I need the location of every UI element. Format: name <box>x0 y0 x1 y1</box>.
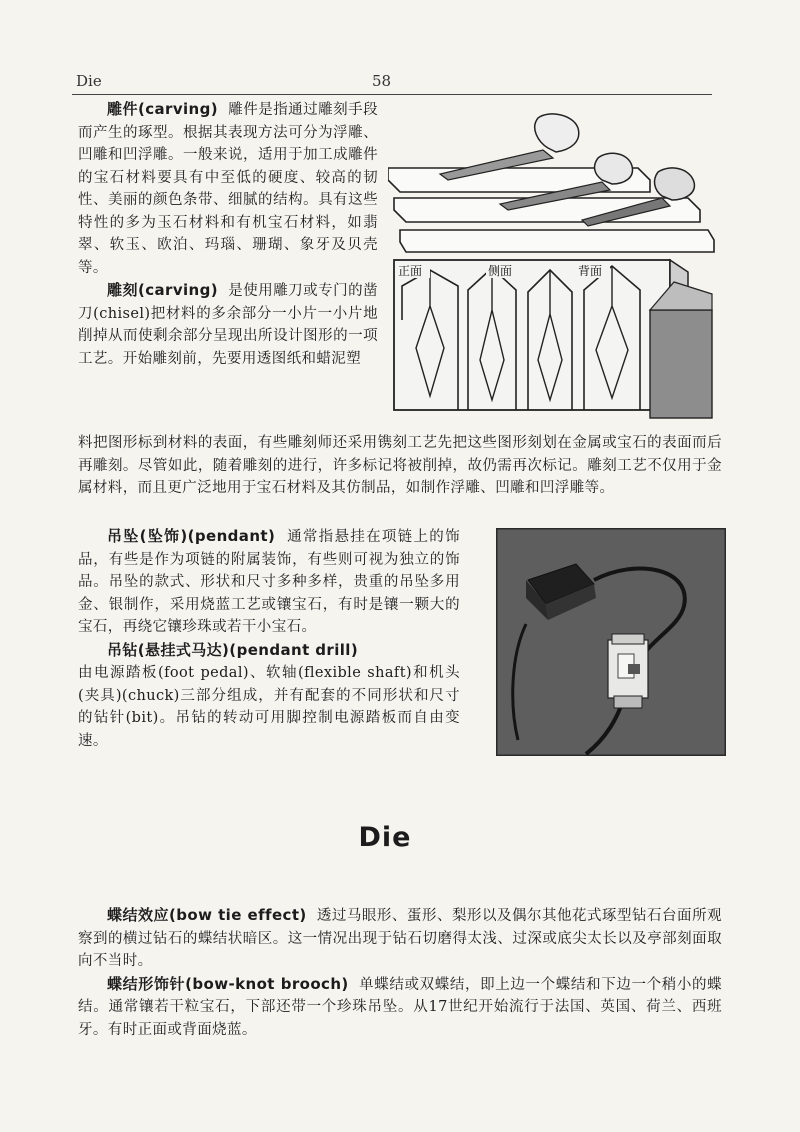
drill-handpiece <box>608 634 648 708</box>
view-labels <box>396 262 610 278</box>
body-bow-knot: 单蝶结或双蝶结，即上边一个蝶结和下边一个稍小的蝶结。通常镶若干粒宝石，下部还带一个珍珠吊坠。从17世纪开始流行于法国、英国、荷兰、西班牙。有时正面或背面烧蓝。 <box>78 976 722 1038</box>
term-carving-verb: 雕刻(carving) <box>107 281 219 299</box>
carving-figure <box>388 110 718 428</box>
entry-pendant-drill-term <box>78 639 460 663</box>
term-pendant-drill: 吊钻(悬挂式马达)(pendant drill) <box>107 640 359 659</box>
entry-bow-tie <box>78 904 722 973</box>
label-back: 背面 <box>578 264 603 278</box>
entry-carving-noun <box>78 98 378 279</box>
body-bow-tie: 透过马眼形、蛋形、梨形以及偶尔其他花式琢型钻石台面所观察到的横过钻石的蝶结状暗区。这一情况出现于钻石切磨得太浅、过深或底尖太长以及亭部刻面取向不当时。 <box>78 908 722 969</box>
section-title: Die <box>358 822 412 853</box>
running-title: Die <box>76 72 102 90</box>
entry-pendant <box>78 525 460 639</box>
page-number: 58 <box>372 72 392 90</box>
body-carving-verb-part2: 料把图形标到材料的表面，有些雕刻师还采用镌刻工艺先把这些图形刻划在金属或宝石的表面而后再雕刻。尽管如此，随着雕刻的进行，许多标记将被削掉，故仍需再次标记。雕刻工艺不仅用于金属材料，而且更广泛地用于宝石材料及其仿制品，如制作浮雕、凹雕和凹浮雕等。 <box>78 435 722 496</box>
term-pendant: 吊坠(坠饰)(pendant) <box>107 527 276 545</box>
pendant-column <box>78 525 460 752</box>
body-carving-noun: 雕件是指通过雕刻手段而产生的琢型。根据其表现方法可分为浮雕、凹雕和凹浮雕。一般来说，适用于加工成雕件的宝石材料要具有中至低的硬度、较高的韧性、美丽的颜色条带、细腻的结构。具有这些特性的多为玉石材料和有机宝石材料，如翡翠、软玉、欧泊、玛瑙、珊瑚、象牙及贝壳等。 <box>78 102 379 276</box>
term-bow-tie: 蝶结效应(bow tie effect) <box>107 906 307 924</box>
pendant-drill-photo <box>496 528 726 756</box>
carved-block <box>394 260 712 418</box>
entry-carving-verb <box>78 279 378 370</box>
term-carving-noun: 雕件(carving) <box>107 100 219 118</box>
term-bow-knot: 蝶结形饰针(bow-knot brooch) <box>107 974 349 993</box>
running-head <box>72 68 712 95</box>
body-pendant: 通常指悬挂在项链上的饰品，有些是作为项链的附属装饰，有些则可视为独立的饰品。吊坠的款式、形状和尺寸多种多样，贵重的吊坠多用金、银制作，采用烧蓝工艺或镶宝石，有时是镶一颗大的宝石，再绕它镶珍珠或若干小宝石。 <box>78 529 460 635</box>
bow-column <box>78 904 722 1041</box>
body-pendant-drill: 由电源踏板(foot pedal)、软轴(flexible shaft)和机头(夹具)(chuck)三部分组成，并有配套的不同形状和尺寸的钻针(bit)。吊钻的转动可用脚控制电源踏板而自由变速。 <box>78 665 460 749</box>
entry-bow-knot <box>78 973 722 1042</box>
side-block <box>650 310 712 418</box>
label-front: 正面 <box>398 264 423 278</box>
carving-continuation <box>78 432 722 500</box>
body-carving-verb-part1: 是使用雕刀或专门的凿刀(chisel)把材料的多余部分一小片一小片地削掉从而使剩余部分呈现出所设计图形的一项工艺。开始雕刻前，先要用透图纸和蜡泥塑 <box>78 283 379 367</box>
label-side: 侧面 <box>488 264 513 278</box>
carving-column <box>78 98 378 370</box>
